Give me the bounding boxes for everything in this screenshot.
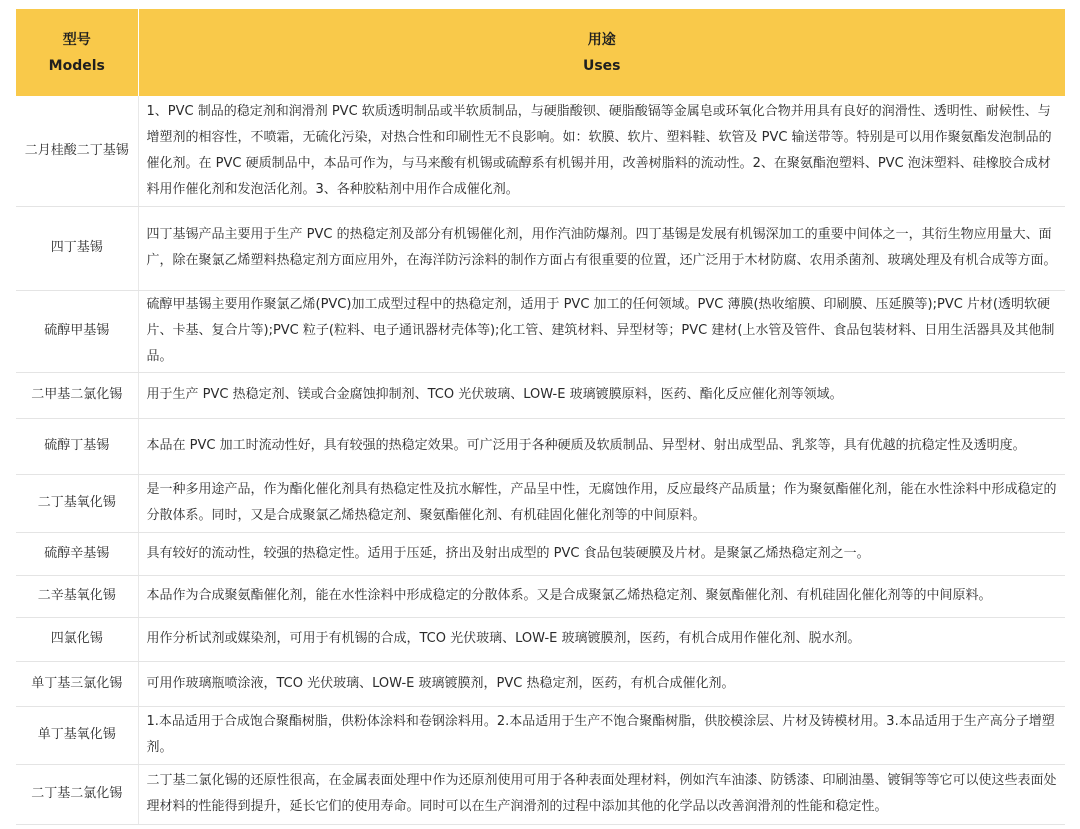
model-cell: 单丁基氧化锡 [16,706,138,764]
uses-cell: 本品在 PVC 加工时流动性好，具有较强的热稳定效果。可广泛用于各种硬质及软质制品、异型材、射出成型品、乳浆等，具有优越的抗稳定性及透明度。 [138,418,1065,474]
uses-cell: 二丁基二氯化锡的还原性很高，在金属表面处理中作为还原剂使用可用于各种表面处理材料，例如汽车油漆、防锈漆、印刷油墨、镀铜等等它可以使这些表面处理材料的性能得到提升，延长它们的使用寿命。同时可以在生产润滑剂的过程中添加其他的化学品以改善润滑剂的性能和稳定性。 [138,764,1065,824]
table-row [16,661,1065,706]
uses-cell: 是一种多用途产品，作为酯化催化剂具有热稳定性及抗水解性，产品呈中性，无腐蚀作用，反应最终产品质量；作为聚氨酯催化剂，能在水性涂料中形成稳定的分散体系。同时，又是合成聚氯乙烯热稳定剂、聚氨酯催化剂、有机硅固化催化剂等的中间原料。 [138,474,1065,532]
table-header-row [16,9,1065,96]
table-row [16,290,1065,372]
table-row [16,372,1065,418]
table-row [16,206,1065,290]
table-row [16,706,1065,764]
uses-header-en: Uses [582,57,621,74]
model-cell: 二月桂酸二丁基锡 [16,96,138,206]
model-cell: 二甲基二氯化锡 [16,372,138,418]
uses-header-zh: 用途 [587,31,616,48]
table-row [16,418,1065,474]
model-cell: 二丁基氧化锡 [16,474,138,532]
product-table-container [16,9,1065,825]
models-header [16,9,138,96]
model-cell: 二辛基氧化锡 [16,575,138,617]
uses-cell: 1、PVC 制品的稳定剂和润滑剂 PVC 软质透明制品或半软质制品，与硬脂酸钡、硬脂酸镉等金属皂或环氧化合物并用具有良好的润滑性、透明性、耐候性、与增塑剂的相容性，不喷霜，无硫化污染，对热合性和印刷性无不良影响。如：软膜、软片、塑料鞋、软管及 PVC 输送带等。特别是可以用作聚氨酯发泡制品的催化剂。在 PVC 硬质制品中，本品可作为，与马来酸有机锡或硫醇系有机锡并用，改善树脂料的流动性。2、在聚氨酯泡塑料、PVC 泡沫塑料、硅橡胶合成材料用作催化剂和发泡活化剂。3、各种胶粘剂中用作合成催化剂。 [138,96,1065,206]
models-header-zh: 型号 [62,31,91,48]
table-row [16,575,1065,617]
table-row [16,617,1065,661]
uses-cell: 本品作为合成聚氨酯催化剂，能在水性涂料中形成稳定的分散体系。又是合成聚氯乙烯热稳定剂、聚氨酯催化剂、有机硅固化催化剂等的中间原料。 [138,575,1065,617]
table-row [16,764,1065,824]
uses-cell: 四丁基锡产品主要用于生产 PVC 的热稳定剂及部分有机锡催化剂，用作汽油防爆剂。四丁基锡是发展有机锡深加工的重要中间体之一，其衍生物应用量大、面广，除在聚氯乙烯塑料热稳定剂方面应用外，在海洋防污涂料的制作方面占有很重要的位置，还广泛用于木材防腐、农用杀菌剂、玻璃处理及有机合成等方面。 [138,206,1065,290]
model-cell: 硫醇丁基锡 [16,418,138,474]
model-cell: 硫醇辛基锡 [16,532,138,575]
uses-header [138,9,1065,96]
uses-cell: 1.本品适用于合成饱合聚酯树脂，供粉体涂料和卷钢涂料用。2.本品适用于生产不饱合聚酯树脂，供胶模涂层、片材及铸模材用。3.本品适用于生产高分子增塑剂。 [138,706,1065,764]
uses-cell: 具有较好的流动性，较强的热稳定性。适用于压延，挤出及射出成型的 PVC 食品包装硬膜及片材。是聚氯乙烯热稳定剂之一。 [138,532,1065,575]
table-row [16,474,1065,532]
model-cell: 单丁基三氯化锡 [16,661,138,706]
models-header-en: Models [48,57,105,74]
product-table [16,9,1065,825]
uses-cell: 硫醇甲基锡主要用作聚氯乙烯(PVC)加工成型过程中的热稳定剂，适用于 PVC 加工的任何领域。PVC 薄膜(热收缩膜、印刷膜、压延膜等);PVC 片材(透明软硬片、卡基、复合片等);PVC 粒子(粒料、电子通讯器材壳体等);化工管、建筑材料、异型材等；PVC 建材(上水管及管件、食品包装材料、日用生活器具及其他制品。 [138,290,1065,372]
model-cell: 二丁基二氯化锡 [16,764,138,824]
model-cell: 硫醇甲基锡 [16,290,138,372]
model-cell: 四丁基锡 [16,206,138,290]
uses-cell: 可用作玻璃瓶喷涂液，TCO 光伏玻璃、LOW-E 玻璃镀膜剂，PVC 热稳定剂，医药，有机合成催化剂。 [138,661,1065,706]
uses-cell: 用于生产 PVC 热稳定剂、镁或合金腐蚀抑制剂、TCO 光伏玻璃、LOW-E 玻璃镀膜原料，医药、酯化反应催化剂等领域。 [138,372,1065,418]
table-row [16,532,1065,575]
model-cell: 四氯化锡 [16,617,138,661]
table-row [16,96,1065,206]
uses-cell: 用作分析试剂或媒染剂，可用于有机锡的合成，TCO 光伏玻璃、LOW-E 玻璃镀膜剂，医药，有机合成用作催化剂、脱水剂。 [138,617,1065,661]
